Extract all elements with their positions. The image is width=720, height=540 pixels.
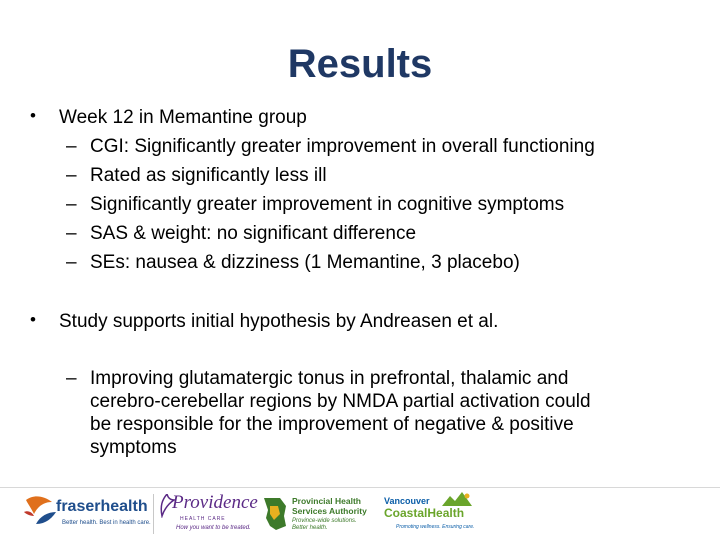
subitem-text: SEs: nausea & dizziness (1 Memantine, 3 placebo) xyxy=(90,252,520,273)
bullet-text: Week 12 in Memantine group xyxy=(59,107,307,128)
slide-title: Results xyxy=(287,42,433,86)
fraserhealth-mark-icon xyxy=(22,494,58,528)
subitem-text-line: cerebro-cerebellar regions by NMDA partial activation could xyxy=(90,391,591,412)
providence-subname: HEALTH CARE xyxy=(180,516,226,522)
phsa-logo xyxy=(262,490,372,536)
fraserhealth-tagline: Better health. Best in health care. xyxy=(62,520,151,526)
subitem-text: Significantly greater improvement in cognitive symptoms xyxy=(90,194,565,215)
dash-marker: – xyxy=(66,194,77,215)
subitem-text: Rated as significantly less ill xyxy=(90,165,327,186)
fraserhealth-logo xyxy=(22,490,150,536)
subitem-text-line: symptoms xyxy=(90,437,177,458)
vch-name-line2: CoastalHealth xyxy=(384,506,465,520)
subitem-text-line: Improving glutamatergic tonus in prefrontal, thalamic and xyxy=(90,368,569,389)
phsa-tagline-line2: Better health. xyxy=(292,525,328,531)
providence-tagline: How you want to be treated. xyxy=(176,525,251,531)
bullet-text: Study supports initial hypothesis by Andreasen et al. xyxy=(59,311,499,332)
footer-divider xyxy=(0,487,720,488)
dash-marker: – xyxy=(66,223,77,244)
dash-marker: – xyxy=(66,165,77,186)
dash-marker: – xyxy=(66,136,77,157)
phsa-name-line2: Services Authority xyxy=(292,506,367,516)
subitem-text: SAS & weight: no significant difference xyxy=(90,223,417,244)
bullet-marker: • xyxy=(30,310,36,329)
vch-logo xyxy=(382,490,478,536)
phsa-name-line1: Provincial Health xyxy=(292,496,361,506)
phsa-tagline-line1: Province-wide solutions. xyxy=(292,518,357,524)
subitem-text-line: be responsible for the improvement of negative & positive xyxy=(90,414,574,435)
subitem-text: CGI: Significantly greater improvement in overall functioning xyxy=(90,136,595,157)
fraserhealth-name: fraserhealth xyxy=(56,498,148,515)
bc-map-icon xyxy=(262,496,288,532)
footer-separator xyxy=(153,494,154,534)
providence-logo xyxy=(158,490,258,536)
providence-name: Providence xyxy=(172,492,258,513)
vch-name-line1: Vancouver xyxy=(384,496,430,506)
bullet-marker: • xyxy=(30,106,36,125)
mountains-icon xyxy=(442,492,472,506)
vch-tagline: Promoting wellness. Ensuring care. xyxy=(396,524,475,530)
dash-marker: – xyxy=(66,368,77,389)
dash-marker: – xyxy=(66,252,77,273)
